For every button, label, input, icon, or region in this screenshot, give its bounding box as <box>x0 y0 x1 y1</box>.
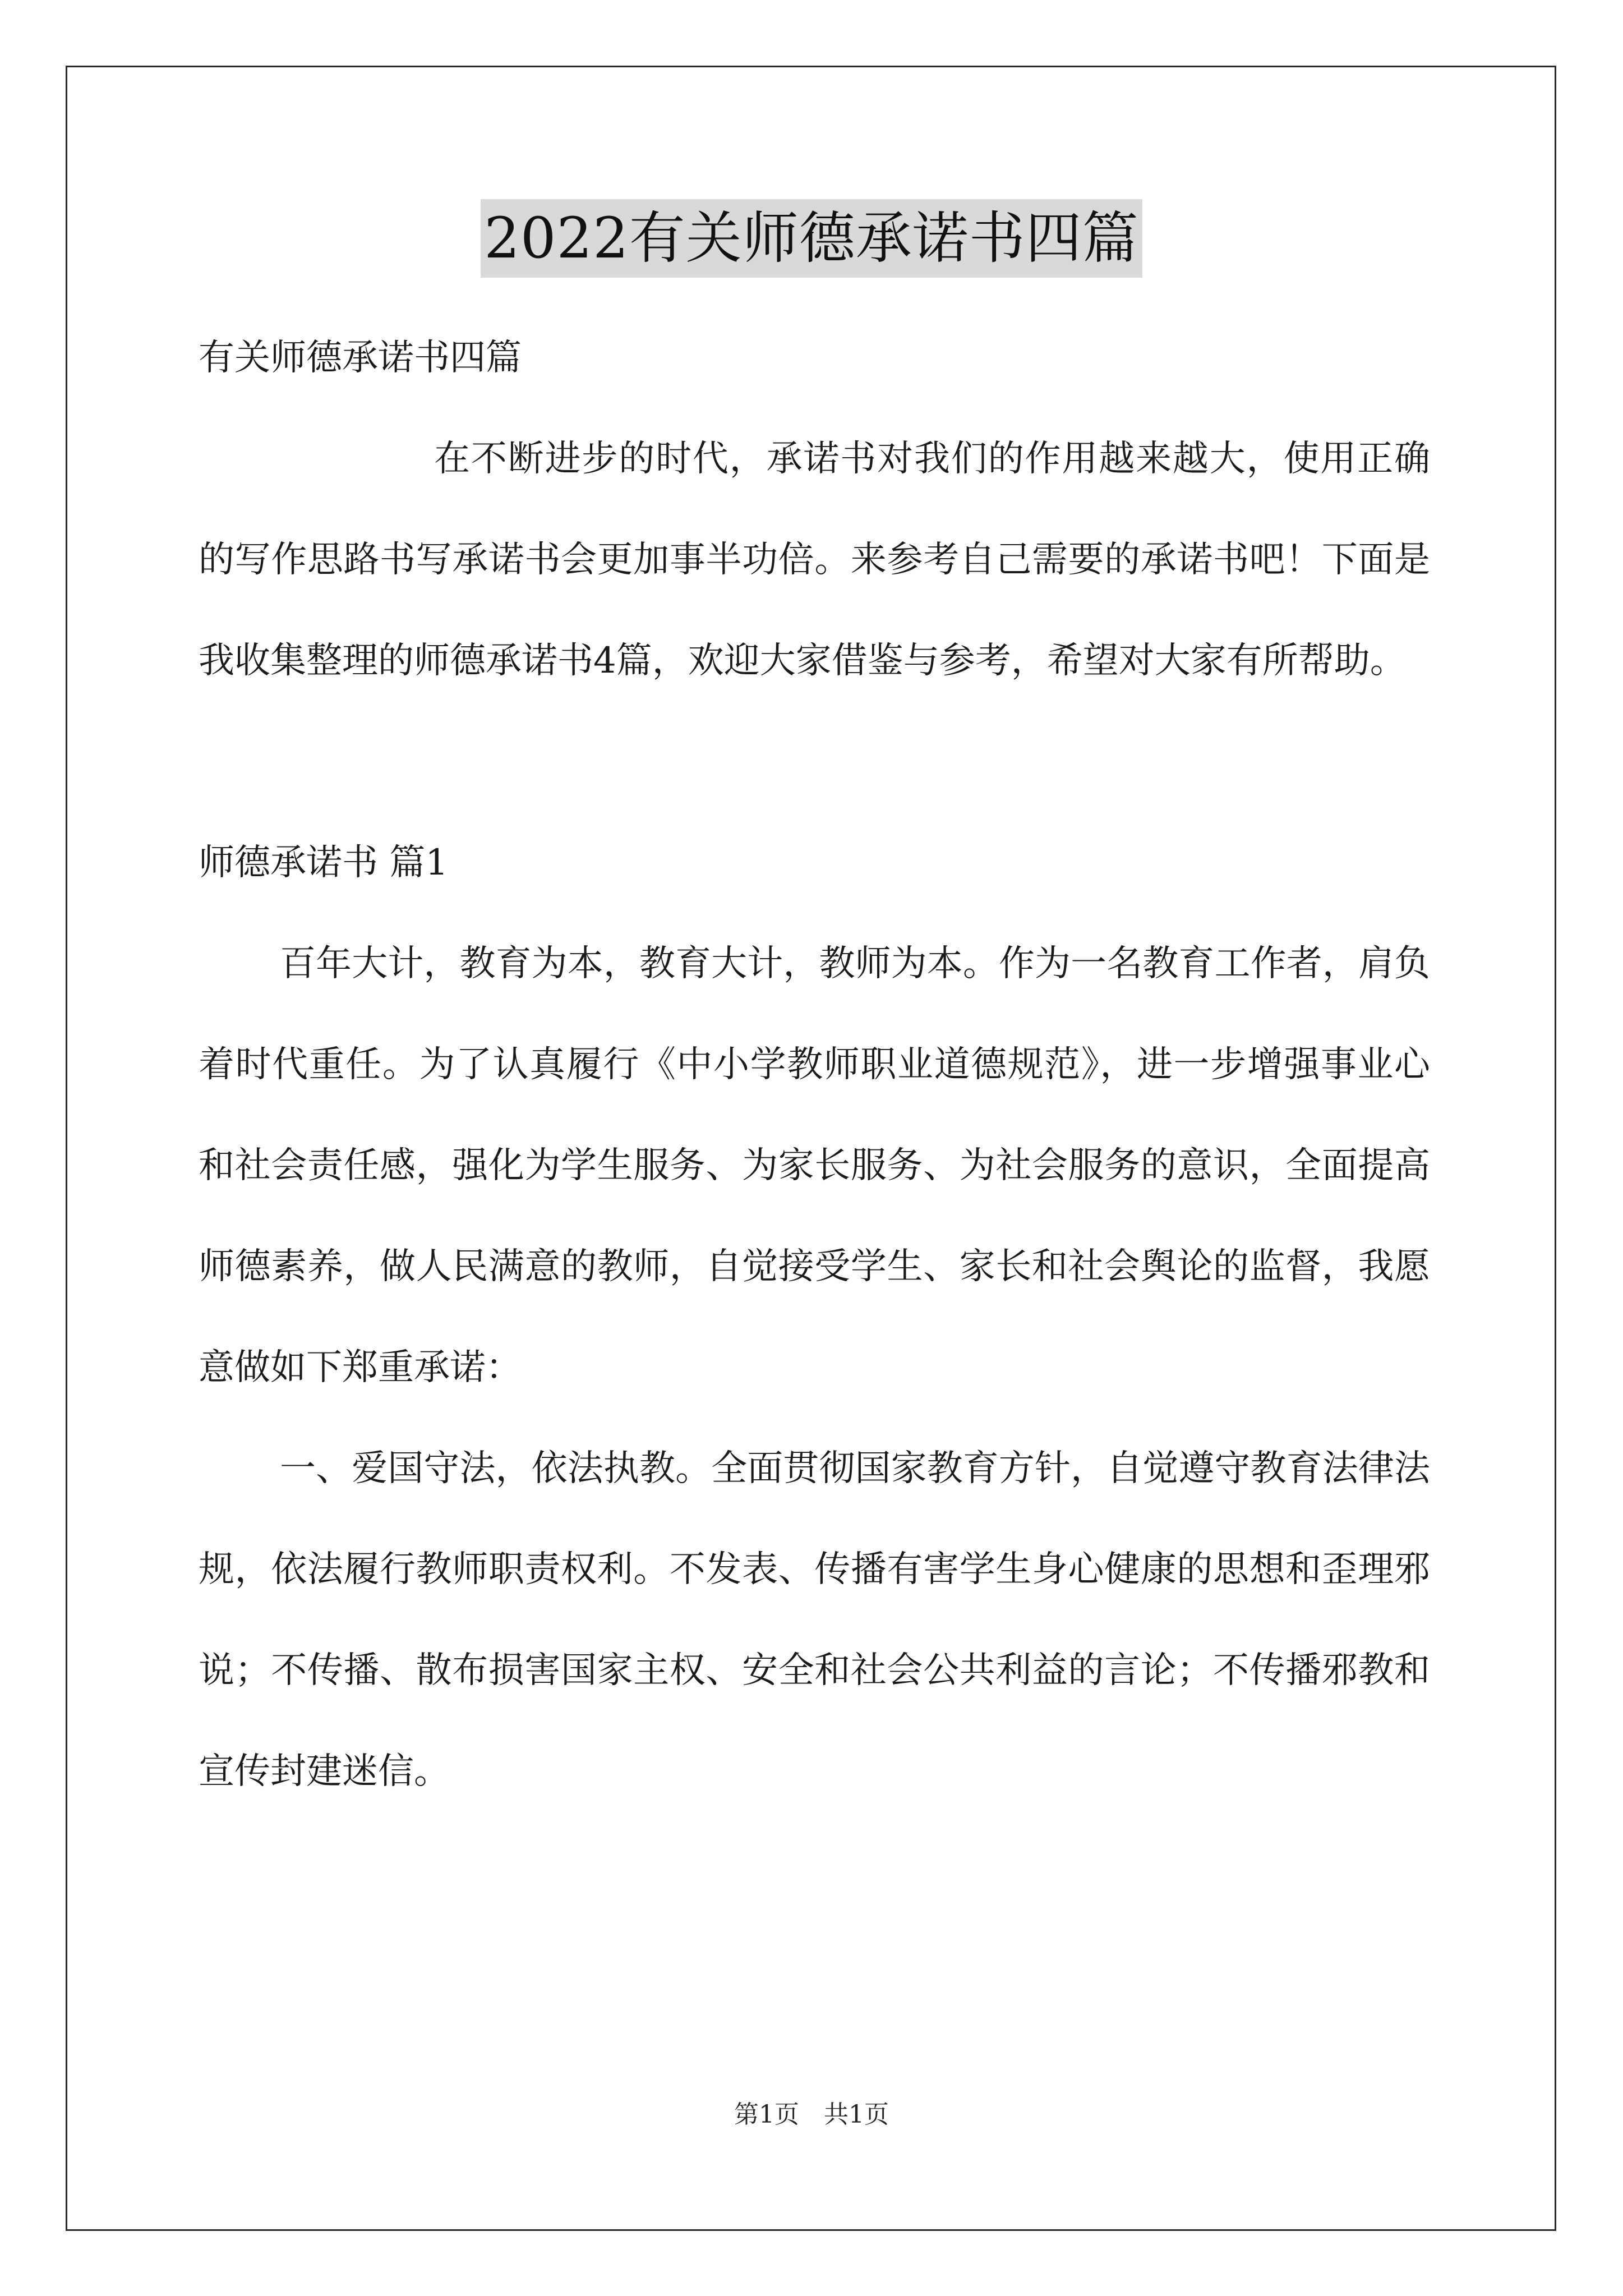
title-wrapper <box>0 199 1623 278</box>
document-subtitle: 有关师德承诺书四篇 <box>199 337 522 379</box>
section-heading: 师德承诺书 篇1 <box>199 842 449 884</box>
document-body <box>199 307 1430 1822</box>
spacer <box>199 711 1430 812</box>
body-paragraph-1: 百年大计，教育为本，教育大计，教师为本。作为一名教育工作者，肩负着时代重任。为了认真履行《中小学教师职业道德规范》，进一步增强事业心和社会责任感，强化为学生服务、为家长服务、为社会服务的意识，全面提高师德素养，做人民满意的教师，自觉接受学生、家长和社会舆论的监督，我愿意做如下郑重承诺： <box>199 943 1430 1388</box>
document-title: 2022有关师德承诺书四篇 <box>481 199 1142 278</box>
body-paragraph-2: 一、爱国守法，依法执教。全面贯彻国家教育方针，自觉遵守教育法律法规，依法履行教师职责权利。不发表、传播有害学生身心健康的思想和歪理邪说；不传播、散布损害国家主权、安全和社会公共利益的言论；不传播邪教和宣传封建迷信。 <box>199 1448 1430 1792</box>
intro-paragraph: 在不断进步的时代，承诺书对我们的作用越来越大，使用正确的写作思路书写承诺书会更加事半功倍。来参考自己需要的承诺书吧！下面是我收集整理的师德承诺书4篇，欢迎大家借鉴与参考，希望对大家有所帮助。 <box>199 438 1430 682</box>
page-footer: 第1页 共1页 <box>734 2100 889 2129</box>
